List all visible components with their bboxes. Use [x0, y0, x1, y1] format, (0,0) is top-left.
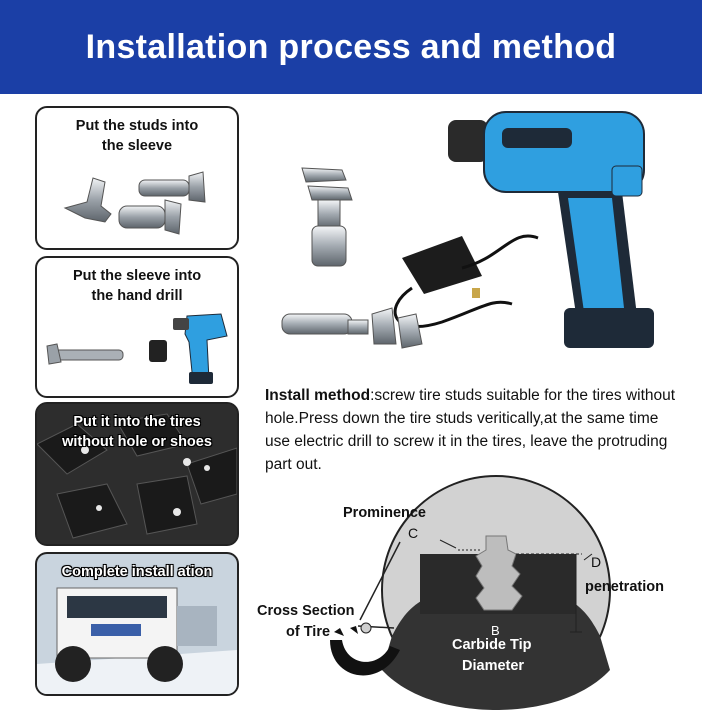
stud-icon [139, 172, 205, 202]
c-label: C [408, 525, 419, 541]
diameter-label: Diameter [462, 658, 525, 674]
carbide-tip-label: Carbide Tip [452, 637, 532, 653]
studs-illustration [37, 108, 237, 250]
stud-icon [119, 200, 181, 234]
sleeve-icon [282, 308, 422, 348]
stud-sleeve-icon [302, 168, 352, 266]
stud-icon [65, 178, 111, 222]
step-caption: Put the sleeve into the hand drill [72, 268, 202, 304]
step-caption: Complete install ation [61, 564, 213, 580]
step-caption: Put the studs into the sleeve [75, 118, 199, 154]
step-caption: Put it into the tires without hole or shoes [62, 414, 212, 450]
b-label: B [491, 623, 500, 638]
install-method-text [265, 384, 685, 476]
charger-icon [395, 236, 538, 327]
drill-small-illustration [37, 258, 237, 398]
d-label: D [591, 554, 602, 570]
install-method-description: :screw tire studs suitable for the tires without hole.Press down the tire studs veritically,at the same time use electric drill to screw it in the tires, leave the protruding part out. [265, 387, 676, 473]
penetration-label: penetration [585, 579, 664, 595]
step-card-sleeve-into-drill [35, 256, 239, 398]
page-title: Installation process and method [85, 27, 617, 66]
cross-section-label: Cross Section [257, 603, 355, 619]
step-card-complete [35, 552, 239, 696]
step-card-into-tires [35, 402, 239, 546]
drill-kit-illustration [262, 108, 692, 368]
title-banner [0, 0, 702, 94]
install-method-label: Install method [265, 387, 371, 404]
step-card-studs-into-sleeve [35, 106, 239, 250]
stud-cross-section-diagram [250, 470, 690, 720]
of-tire-label: of Tire [286, 624, 331, 640]
prominence-label: Prominence [343, 505, 426, 521]
electric-drill-icon [448, 112, 654, 348]
